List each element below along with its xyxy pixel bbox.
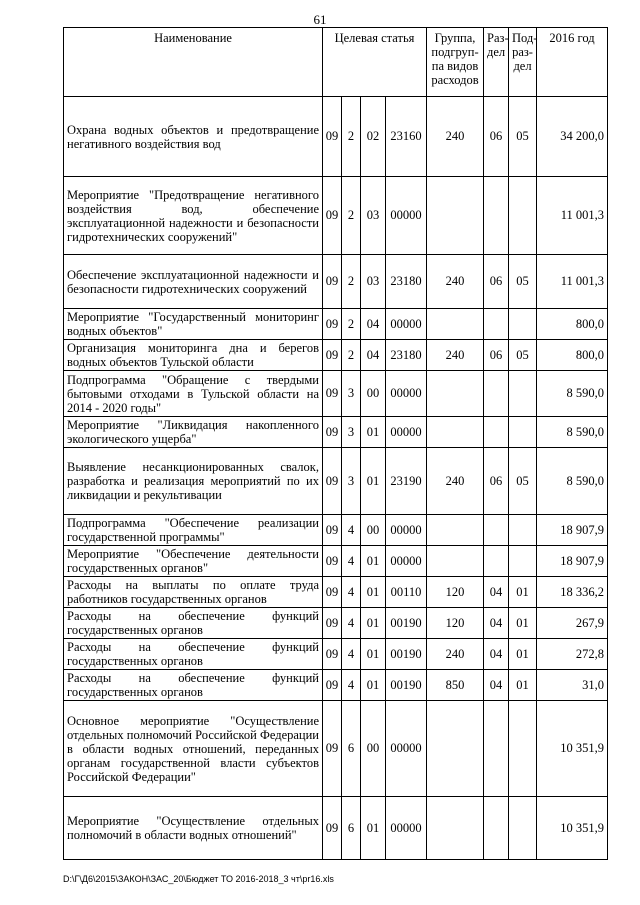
expense-group bbox=[427, 177, 484, 255]
table-body bbox=[64, 97, 608, 860]
footer-file-path: D:\Г\Д6\2015\ЗАКОН\ЗАС_20\Бюджет ТО 2016-2018_3 чт\pr16.xls bbox=[63, 874, 334, 884]
expense-group bbox=[427, 701, 484, 797]
code-subprogram: 4 bbox=[342, 639, 361, 670]
code-direction: 23180 bbox=[386, 255, 427, 309]
code-event: 00 bbox=[361, 515, 386, 546]
section bbox=[484, 546, 509, 577]
code-subprogram: 2 bbox=[342, 309, 361, 340]
header-year: 2016 год bbox=[537, 28, 608, 97]
subsection bbox=[509, 515, 537, 546]
code-event: 04 bbox=[361, 340, 386, 371]
amount-2016: 272,8 bbox=[537, 639, 608, 670]
row-name: Мероприятие "Ликвидация накопленного экологического ущерба" bbox=[64, 417, 323, 448]
row-name: Выявление несанкционированных свалок, разработка и реализация мероприятий по их ликвидации и рекультивации bbox=[64, 448, 323, 515]
amount-2016: 267,9 bbox=[537, 608, 608, 639]
amount-2016: 18 336,2 bbox=[537, 577, 608, 608]
row-name: Мероприятие "Предотвращение негативного воздействия вод, обеспечение эксплуатационной надежности и безопасности гидротехнических сооружений" bbox=[64, 177, 323, 255]
code-event: 01 bbox=[361, 608, 386, 639]
header-target-article: Целевая статья bbox=[323, 28, 427, 97]
subsection bbox=[509, 177, 537, 255]
code-subprogram: 2 bbox=[342, 97, 361, 177]
table-row bbox=[64, 797, 608, 860]
table-row bbox=[64, 417, 608, 448]
code-event: 01 bbox=[361, 546, 386, 577]
code-direction: 00190 bbox=[386, 639, 427, 670]
page-number: 61 bbox=[313, 12, 327, 27]
subsection: 05 bbox=[509, 97, 537, 177]
amount-2016: 18 907,9 bbox=[537, 515, 608, 546]
budget-table bbox=[63, 27, 608, 860]
table-row bbox=[64, 701, 608, 797]
subsection bbox=[509, 797, 537, 860]
table-row bbox=[64, 670, 608, 701]
amount-2016: 8 590,0 bbox=[537, 417, 608, 448]
row-name: Мероприятие "Осуществление отдельных полномочий в области водных отношений" bbox=[64, 797, 323, 860]
section bbox=[484, 417, 509, 448]
section: 04 bbox=[484, 639, 509, 670]
code-program: 09 bbox=[323, 97, 342, 177]
code-program: 09 bbox=[323, 340, 342, 371]
code-program: 09 bbox=[323, 448, 342, 515]
row-name: Подпрограмма "Обращение с твердыми бытовыми отходами в Тульской области на 2014 - 2020 годы" bbox=[64, 371, 323, 417]
subsection bbox=[509, 546, 537, 577]
subsection: 01 bbox=[509, 608, 537, 639]
table-row bbox=[64, 608, 608, 639]
code-direction: 23160 bbox=[386, 97, 427, 177]
code-program: 09 bbox=[323, 371, 342, 417]
code-event: 01 bbox=[361, 448, 386, 515]
expense-group: 120 bbox=[427, 608, 484, 639]
code-event: 02 bbox=[361, 97, 386, 177]
code-subprogram: 3 bbox=[342, 448, 361, 515]
section: 06 bbox=[484, 255, 509, 309]
code-program: 09 bbox=[323, 309, 342, 340]
code-direction: 00000 bbox=[386, 797, 427, 860]
subsection: 05 bbox=[509, 255, 537, 309]
subsection bbox=[509, 701, 537, 797]
code-program: 09 bbox=[323, 670, 342, 701]
subsection: 01 bbox=[509, 670, 537, 701]
code-program: 09 bbox=[323, 177, 342, 255]
row-name: Мероприятие "Государственный мониторинг водных объектов" bbox=[64, 309, 323, 340]
table-header-row bbox=[64, 28, 608, 97]
section: 06 bbox=[484, 97, 509, 177]
code-direction: 00000 bbox=[386, 309, 427, 340]
expense-group: 120 bbox=[427, 577, 484, 608]
subsection: 05 bbox=[509, 448, 537, 515]
code-subprogram: 3 bbox=[342, 371, 361, 417]
section: 04 bbox=[484, 608, 509, 639]
code-subprogram: 4 bbox=[342, 577, 361, 608]
table-row bbox=[64, 177, 608, 255]
code-event: 00 bbox=[361, 701, 386, 797]
table-row bbox=[64, 577, 608, 608]
expense-group: 240 bbox=[427, 97, 484, 177]
code-direction: 00000 bbox=[386, 177, 427, 255]
section: 06 bbox=[484, 340, 509, 371]
code-direction: 00190 bbox=[386, 608, 427, 639]
code-program: 09 bbox=[323, 701, 342, 797]
expense-group bbox=[427, 797, 484, 860]
section bbox=[484, 797, 509, 860]
row-name: Охрана водных объектов и предотвращение негативного воздействия вод bbox=[64, 97, 323, 177]
expense-group bbox=[427, 309, 484, 340]
code-direction: 00000 bbox=[386, 701, 427, 797]
code-event: 03 bbox=[361, 255, 386, 309]
expense-group: 850 bbox=[427, 670, 484, 701]
header-section: Раз-дел bbox=[484, 28, 509, 97]
section bbox=[484, 371, 509, 417]
expense-group bbox=[427, 515, 484, 546]
table-row bbox=[64, 340, 608, 371]
table-row bbox=[64, 546, 608, 577]
amount-2016: 11 001,3 bbox=[537, 177, 608, 255]
amount-2016: 8 590,0 bbox=[537, 371, 608, 417]
row-name: Организация мониторинга дна и берегов водных объектов Тульской области bbox=[64, 340, 323, 371]
code-event: 01 bbox=[361, 577, 386, 608]
subsection bbox=[509, 417, 537, 448]
section bbox=[484, 309, 509, 340]
row-name: Основное мероприятие "Осуществление отдельных полномочий Российской Федерации в области водных отношений, переданных органам государственной власти субъектов Российской Федерации" bbox=[64, 701, 323, 797]
expense-group: 240 bbox=[427, 639, 484, 670]
header-subsection: Под-раз-дел bbox=[509, 28, 537, 97]
amount-2016: 8 590,0 bbox=[537, 448, 608, 515]
expense-group: 240 bbox=[427, 448, 484, 515]
code-direction: 00190 bbox=[386, 670, 427, 701]
section: 04 bbox=[484, 577, 509, 608]
section: 06 bbox=[484, 448, 509, 515]
table-row bbox=[64, 639, 608, 670]
subsection: 01 bbox=[509, 639, 537, 670]
code-program: 09 bbox=[323, 608, 342, 639]
amount-2016: 11 001,3 bbox=[537, 255, 608, 309]
code-subprogram: 2 bbox=[342, 255, 361, 309]
table-row bbox=[64, 515, 608, 546]
code-direction: 00000 bbox=[386, 546, 427, 577]
table-row bbox=[64, 97, 608, 177]
row-name: Расходы на обеспечение функций государственных органов bbox=[64, 608, 323, 639]
table-row bbox=[64, 309, 608, 340]
code-subprogram: 2 bbox=[342, 340, 361, 371]
section: 04 bbox=[484, 670, 509, 701]
code-event: 01 bbox=[361, 639, 386, 670]
code-event: 00 bbox=[361, 371, 386, 417]
code-program: 09 bbox=[323, 255, 342, 309]
expense-group bbox=[427, 371, 484, 417]
row-name: Подпрограмма "Обеспечение реализации государственной программы" bbox=[64, 515, 323, 546]
amount-2016: 10 351,9 bbox=[537, 701, 608, 797]
expense-group bbox=[427, 417, 484, 448]
subsection bbox=[509, 371, 537, 417]
amount-2016: 34 200,0 bbox=[537, 97, 608, 177]
row-name: Мероприятие "Обеспечение деятельности государственных органов" bbox=[64, 546, 323, 577]
code-direction: 23190 bbox=[386, 448, 427, 515]
header-name: Наименование bbox=[64, 28, 323, 97]
subsection bbox=[509, 309, 537, 340]
code-subprogram: 4 bbox=[342, 670, 361, 701]
amount-2016: 800,0 bbox=[537, 340, 608, 371]
amount-2016: 800,0 bbox=[537, 309, 608, 340]
code-event: 01 bbox=[361, 417, 386, 448]
header-group: Группа, подгруп-па видов расходов bbox=[427, 28, 484, 97]
row-name: Расходы на обеспечение функций государственных органов bbox=[64, 670, 323, 701]
code-direction: 00110 bbox=[386, 577, 427, 608]
code-direction: 00000 bbox=[386, 515, 427, 546]
amount-2016: 10 351,9 bbox=[537, 797, 608, 860]
code-event: 04 bbox=[361, 309, 386, 340]
code-event: 01 bbox=[361, 670, 386, 701]
table-row bbox=[64, 371, 608, 417]
row-name: Расходы на выплаты по оплате труда работников государственных органов bbox=[64, 577, 323, 608]
table-row bbox=[64, 255, 608, 309]
expense-group: 240 bbox=[427, 255, 484, 309]
row-name: Обеспечение эксплуатационной надежности и безопасности гидротехнических сооружений bbox=[64, 255, 323, 309]
row-name: Расходы на обеспечение функций государственных органов bbox=[64, 639, 323, 670]
table-row bbox=[64, 448, 608, 515]
section bbox=[484, 701, 509, 797]
code-subprogram: 6 bbox=[342, 701, 361, 797]
code-event: 01 bbox=[361, 797, 386, 860]
code-subprogram: 4 bbox=[342, 608, 361, 639]
code-program: 09 bbox=[323, 546, 342, 577]
code-subprogram: 6 bbox=[342, 797, 361, 860]
code-subprogram: 2 bbox=[342, 177, 361, 255]
code-program: 09 bbox=[323, 639, 342, 670]
code-subprogram: 3 bbox=[342, 417, 361, 448]
section bbox=[484, 177, 509, 255]
code-program: 09 bbox=[323, 797, 342, 860]
code-subprogram: 4 bbox=[342, 546, 361, 577]
code-program: 09 bbox=[323, 515, 342, 546]
code-direction: 00000 bbox=[386, 371, 427, 417]
code-direction: 00000 bbox=[386, 417, 427, 448]
expense-group bbox=[427, 546, 484, 577]
code-direction: 23180 bbox=[386, 340, 427, 371]
code-program: 09 bbox=[323, 577, 342, 608]
subsection: 01 bbox=[509, 577, 537, 608]
code-subprogram: 4 bbox=[342, 515, 361, 546]
expense-group: 240 bbox=[427, 340, 484, 371]
subsection: 05 bbox=[509, 340, 537, 371]
code-event: 03 bbox=[361, 177, 386, 255]
amount-2016: 18 907,9 bbox=[537, 546, 608, 577]
amount-2016: 31,0 bbox=[537, 670, 608, 701]
code-program: 09 bbox=[323, 417, 342, 448]
section bbox=[484, 515, 509, 546]
